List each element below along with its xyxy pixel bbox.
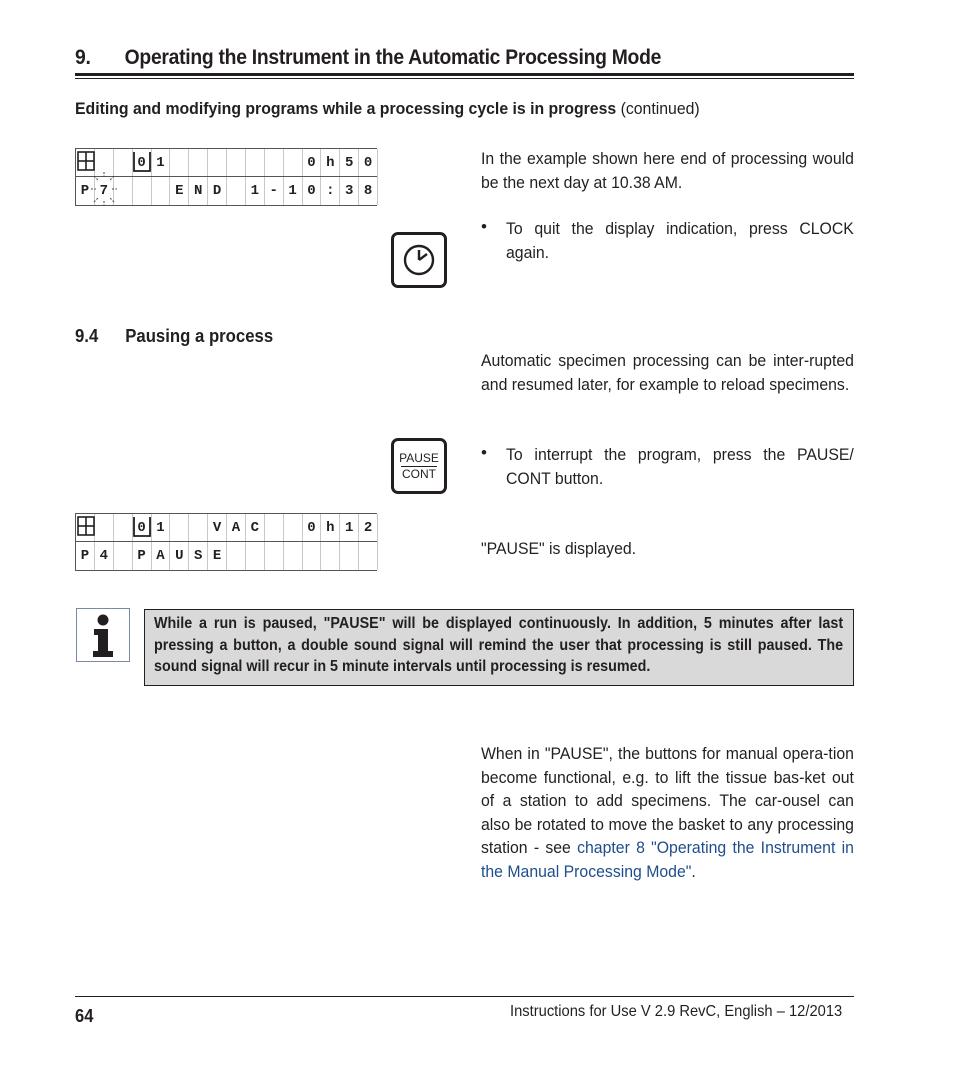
lcd-cell: D — [207, 177, 226, 205]
lcd-cell — [302, 542, 321, 570]
lcd-cell — [113, 514, 132, 542]
lcd-cell: 1 — [339, 514, 358, 542]
manual-paragraph-end: . — [691, 861, 696, 881]
lcd-cell — [226, 542, 245, 570]
section-heading-bold: Editing and modifying programs while a processing cycle is in progress — [75, 99, 617, 118]
chapter-title — [75, 46, 793, 70]
lcd-cell — [245, 149, 264, 177]
lcd-cell: 1 — [283, 177, 302, 205]
manual-mode-chapter-link[interactable]: chapter 8 "Operating the Instrument in the Manual Processing Mode" — [481, 838, 854, 881]
pause-displayed-text: "PAUSE" is displayed. — [481, 539, 637, 558]
lcd-cell: C — [245, 514, 264, 542]
chapter-number: 9. — [75, 46, 91, 69]
lcd-cell: P — [75, 177, 94, 205]
lcd-cell — [283, 542, 302, 570]
basket-icon — [132, 151, 152, 173]
lcd-cell-edge — [377, 177, 378, 205]
lcd-cell: 1 — [151, 514, 170, 542]
lcd-cell-edge — [377, 514, 378, 542]
lcd-row-1 — [75, 513, 377, 542]
lcd-cell: S — [188, 542, 207, 570]
section-heading-editing — [75, 99, 700, 119]
page-number: 64 — [75, 1006, 94, 1026]
info-icon — [76, 608, 130, 662]
lcd-cell: : — [320, 177, 339, 205]
lcd-cell: h — [320, 514, 339, 542]
lcd-row-1 — [75, 148, 377, 177]
pause-intro-paragraph: Automatic specimen processing can be inter-rupted and resumed later, for example to reload specimens. — [481, 351, 854, 394]
lcd-cell — [94, 514, 113, 542]
blink-rays-icon — [89, 172, 119, 206]
lcd-cell: 7 — [94, 177, 113, 205]
lcd-cell — [264, 542, 283, 570]
lcd-cell-edge — [377, 542, 378, 570]
lcd-cell: - — [264, 177, 283, 205]
footer-rule — [75, 996, 854, 997]
lcd-cell: h — [320, 149, 339, 177]
lcd-row-2 — [75, 176, 377, 206]
lcd-cell: 0 — [132, 149, 151, 177]
section-heading-suffix: (continued) — [616, 99, 700, 118]
lcd-cell — [188, 514, 207, 542]
lcd-display-pause — [75, 513, 377, 569]
section-heading-pause — [75, 326, 273, 347]
lcd-cell: V — [207, 514, 226, 542]
lcd-display-end-time — [75, 148, 377, 204]
lcd-cell: 2 — [358, 514, 377, 542]
lcd-cell: 0 — [302, 514, 321, 542]
lcd-cell — [264, 149, 283, 177]
lcd-cell: A — [226, 514, 245, 542]
basket-icon — [132, 516, 152, 538]
lcd-cell: 0 — [302, 149, 321, 177]
lcd-cell: E — [169, 177, 188, 205]
bullet-marker: • — [481, 443, 487, 462]
program-grid-icon — [77, 151, 95, 171]
chapter-title-text: Operating the Instrument in the Automatic Processing Mode — [124, 46, 662, 69]
lcd-cell — [188, 149, 207, 177]
lcd-cell: 5 — [339, 149, 358, 177]
lcd-cell: 1 — [151, 149, 170, 177]
lcd-cell: N — [188, 177, 207, 205]
pause-cont-button-icon — [391, 438, 447, 494]
lcd-cell-edge — [377, 149, 378, 177]
lcd-cell — [358, 542, 377, 570]
lcd-cell: P — [132, 542, 151, 570]
lcd-cell — [245, 542, 264, 570]
quit-display-bullet: To quit the display indication, press CLOCK again. — [506, 219, 854, 262]
clock-button-icon — [391, 232, 447, 288]
lcd-cell — [339, 542, 358, 570]
lcd-cell — [169, 514, 188, 542]
lcd-row-2 — [75, 541, 377, 571]
cont-label: CONT — [402, 467, 436, 481]
lcd-cell: 1 — [245, 177, 264, 205]
lcd-cell: 0 — [302, 177, 321, 205]
lcd-cell: 8 — [358, 177, 377, 205]
manual-paragraph-text: When in "PAUSE", the buttons for manual opera-tion become functional, e.g. to lift the tissue bas-ket out of a station to add specimens. The car-ousel can also be rotated to move the basket to any processing station - see — [481, 744, 854, 857]
manual-operation-paragraph — [481, 742, 854, 883]
header-rule-thin — [75, 78, 854, 79]
lcd-cell — [169, 149, 188, 177]
lcd-cell: 0 — [358, 149, 377, 177]
header-rule — [75, 73, 854, 76]
lcd-cell — [151, 177, 170, 205]
lcd-cell — [283, 149, 302, 177]
lcd-cell: U — [169, 542, 188, 570]
clock-icon — [394, 235, 444, 285]
lcd-cell — [283, 514, 302, 542]
lcd-cell: 3 — [339, 177, 358, 205]
end-time-paragraph: In the example shown here end of processing would be the next day at 10.38 AM. — [481, 149, 854, 192]
footer-doc-info: Instructions for Use V 2.9 RevC, English – 12/2013 — [510, 1003, 843, 1020]
program-grid-icon — [77, 516, 95, 536]
lcd-cell: 0 — [132, 514, 151, 542]
notice-text: While a run is paused, "PAUSE" will be displayed continuously. In addition, 5 minutes after last pressing a button, a double sound signal will remind the user that processing is still paused. The sound signal will recur in 5 minute intervals until processing is resumed. — [154, 615, 844, 675]
interrupt-bullet: To interrupt the program, press the PAUSE/ CONT button. — [506, 445, 854, 488]
lcd-cell: E — [207, 542, 226, 570]
lcd-cell: A — [151, 542, 170, 570]
info-i-glyph — [77, 609, 129, 661]
lcd-cell — [320, 542, 339, 570]
lcd-cell: 4 — [94, 542, 113, 570]
bullet-marker: • — [481, 217, 487, 236]
lcd-cell — [226, 149, 245, 177]
section-number: 9.4 — [75, 326, 99, 346]
lcd-cell — [207, 149, 226, 177]
section-title: Pausing a process — [125, 326, 274, 346]
lcd-cell — [226, 177, 245, 205]
lcd-cell — [113, 542, 132, 570]
pause-label: PAUSE — [399, 451, 439, 465]
lcd-cell — [132, 177, 151, 205]
lcd-cell: P — [75, 542, 94, 570]
lcd-cell — [264, 514, 283, 542]
